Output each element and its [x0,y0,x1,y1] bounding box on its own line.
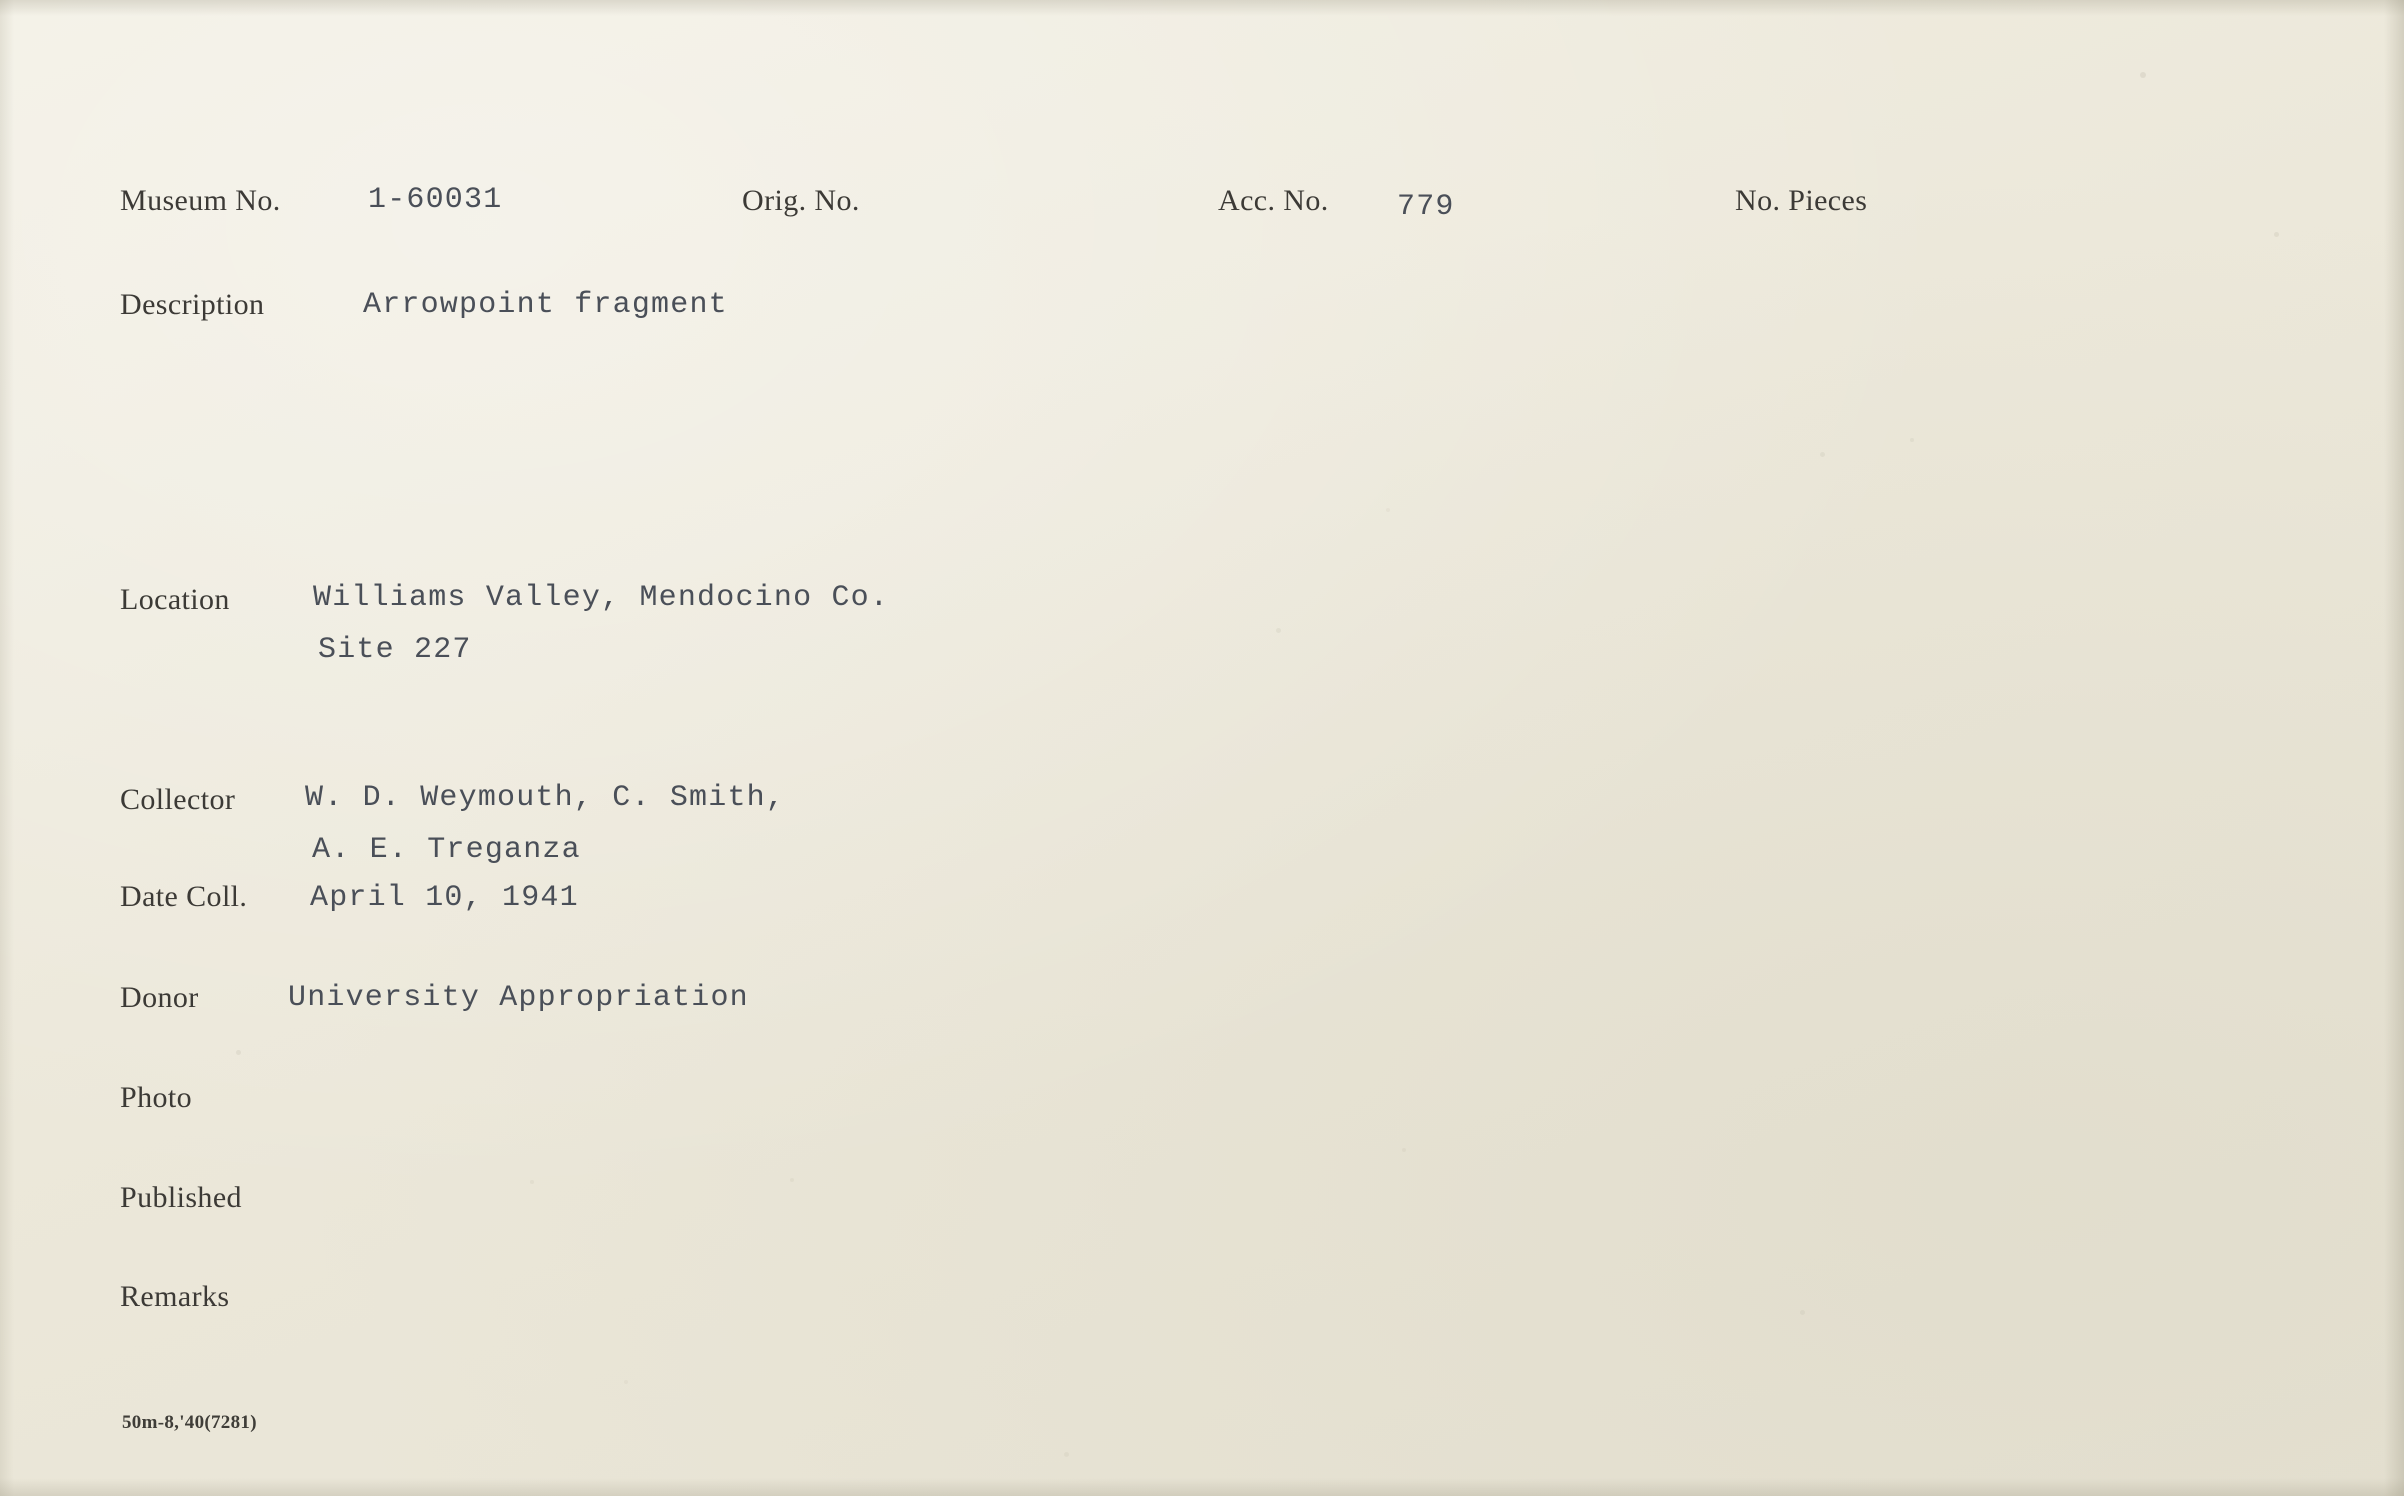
paper-speck [624,1380,628,1384]
paper-speck [236,1050,241,1055]
location-value-line1: Williams Valley, Mendocino Co. [313,581,890,615]
description-label: Description [120,288,265,321]
paper-speck [1800,1310,1805,1315]
date-coll-value: April 10, 1941 [310,881,579,915]
museum-no-label: Museum No. [120,184,281,217]
remarks-label: Remarks [120,1280,230,1313]
location-value-line2: Site 227 [318,633,472,667]
card-edge-shadow-top [0,0,2404,16]
date-coll-label: Date Coll. [120,880,248,913]
paper-speck [530,1180,534,1184]
paper-speck [2274,232,2279,237]
no-pieces-label: No. Pieces [1735,184,1868,217]
donor-label: Donor [120,981,199,1014]
donor-value: University Appropriation [288,981,749,1015]
paper-speck [1064,1452,1069,1457]
paper-speck [1402,1148,1406,1152]
paper-speck [1276,628,1281,633]
acc-no-label: Acc. No. [1218,184,1329,217]
museum-no-value: 1-60031 [368,183,503,217]
collector-value-line2: A. E. Treganza [312,833,581,867]
collector-label: Collector [120,783,236,816]
collector-value-line1: W. D. Weymouth, C. Smith, [305,781,786,815]
paper-speck [1820,452,1825,457]
card-edge-shadow-right [2384,0,2404,1496]
card-edge-shadow-bottom [0,1478,2404,1496]
form-code: 50m-8,'40(7281) [122,1412,257,1433]
paper-speck [1386,508,1390,512]
paper-speck [790,1178,794,1182]
published-label: Published [120,1181,242,1214]
orig-no-label: Orig. No. [742,184,860,217]
paper-speck [2140,72,2146,78]
card-edge-shadow-left [0,0,14,1496]
acc-no-value: 779 [1397,190,1455,224]
location-label: Location [120,583,230,616]
paper-speck [1910,438,1914,442]
photo-label: Photo [120,1081,193,1114]
description-value: Arrowpoint fragment [363,288,728,322]
